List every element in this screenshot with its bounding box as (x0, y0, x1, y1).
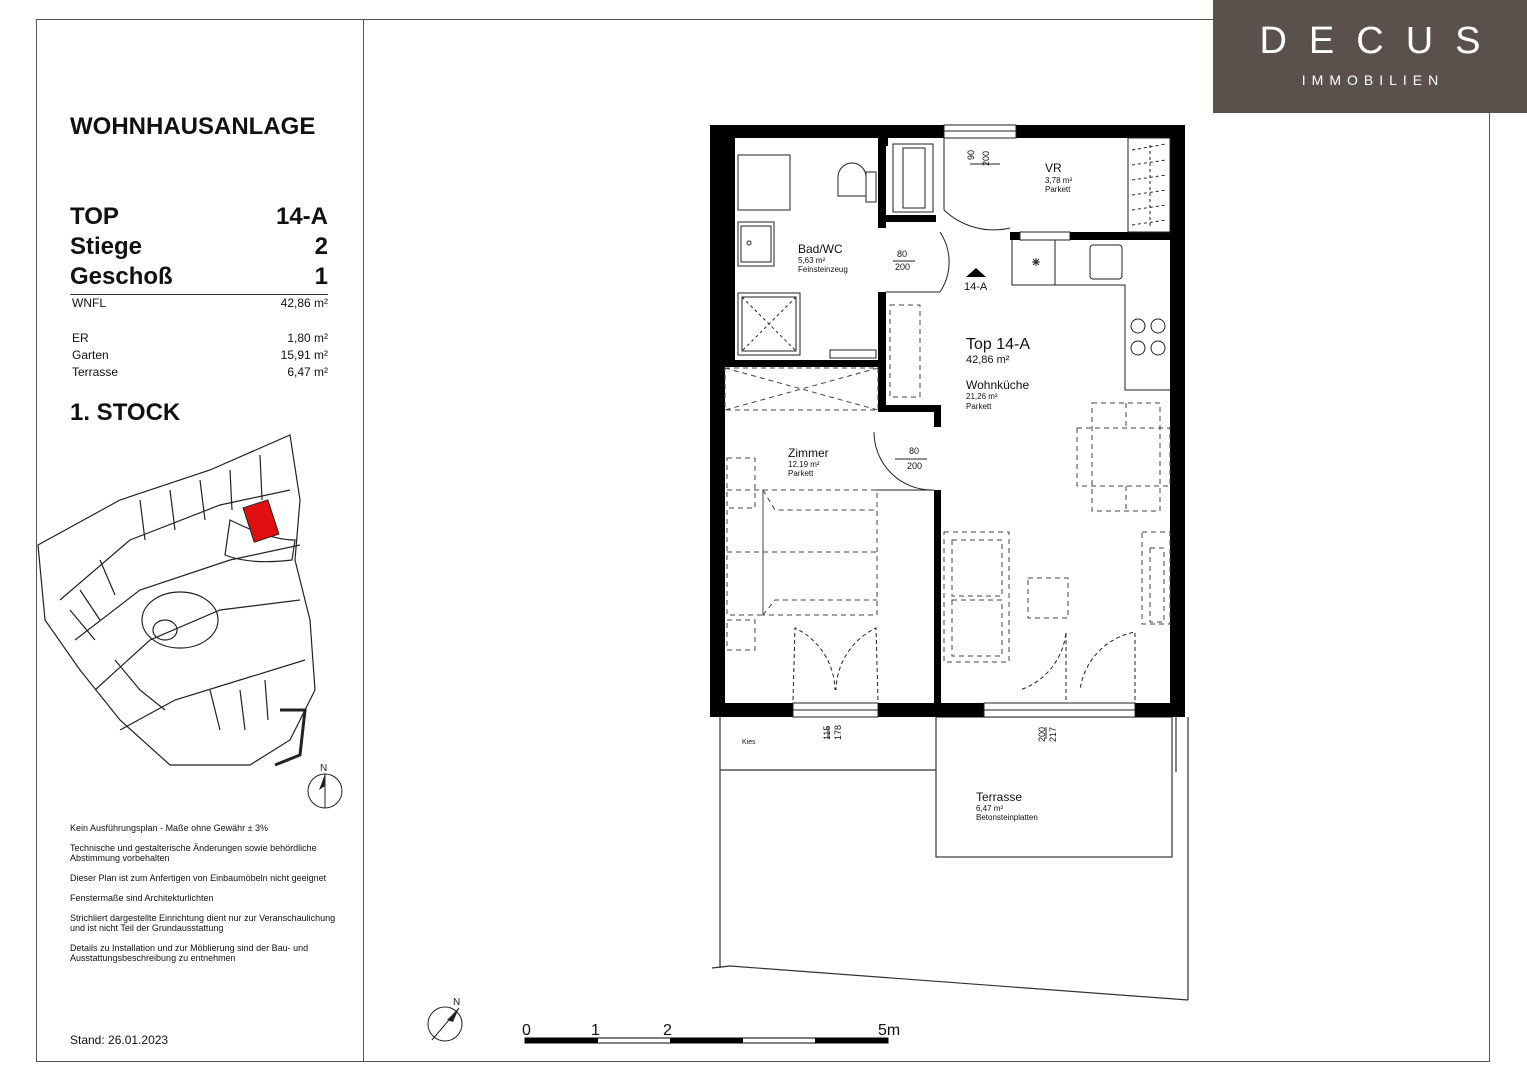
unit-highlight (243, 500, 279, 542)
entry-tag: 14-A (964, 281, 988, 293)
door-zimmer-width: 80 (909, 446, 920, 456)
room-zimmer-area: 12,19 m² (788, 460, 820, 469)
er-label: ER (72, 331, 89, 345)
kies-label: Kies (742, 739, 756, 746)
north-arrow-plan (428, 1007, 462, 1041)
wnfl-label: WNFL (72, 296, 106, 310)
note: Strichliert dargestellte Einrichtung dient nur zur Veranschaulichung und ist nicht Teil der Grundausstattung (70, 913, 336, 933)
room-vr-floor: Parkett (1045, 185, 1071, 194)
north-label-plan: N (453, 997, 461, 1008)
garten-label: Garten (72, 348, 109, 362)
scale-bar (525, 1038, 888, 1043)
scale-tick-1: 1 (591, 1022, 600, 1039)
room-zimmer-floor: Parkett (788, 469, 814, 478)
room-terrasse-name: Terrasse (976, 790, 1023, 804)
kitchen (1012, 240, 1170, 390)
room-bad-floor: Feinsteinzeug (798, 265, 848, 274)
room-terrasse-floor: Betonsteinplatten (976, 813, 1038, 822)
room-bad-name: Bad/WC (798, 242, 843, 256)
north-label-sidebar: N (320, 763, 328, 774)
geschoss-label: Geschoß (70, 263, 173, 290)
stand-date: Stand: 26.01.2023 (70, 1033, 169, 1047)
terrasse-label: Terrasse (72, 365, 119, 379)
wardrobe (1128, 138, 1170, 232)
top-area: 42,86 m² (966, 354, 1010, 366)
window-zimmer-b: 178 (833, 724, 843, 740)
room-wohn-name: Wohnküche (966, 378, 1030, 392)
window-wohn-a: 200 (1037, 726, 1047, 742)
room-wohn-area: 21,26 m² (966, 392, 998, 401)
stiege-label: Stiege (70, 233, 143, 260)
furniture-dashed (725, 305, 1170, 662)
geschoss-value: 1 (314, 263, 328, 290)
room-terrasse-area: 6,47 m² (976, 804, 1004, 813)
window-zimmer-a: 115 (822, 725, 832, 740)
garden-outline (712, 717, 1188, 1000)
er-value: 1,80 m² (287, 331, 328, 345)
scale-tick-0: 0 (522, 1022, 531, 1039)
room-vr-area: 3,78 m² (1045, 176, 1073, 185)
room-wohn-floor: Parkett (966, 402, 992, 411)
scale-tick-2: 2 (663, 1022, 672, 1039)
window-wohn-b: 217 (1048, 726, 1058, 742)
stiege-value: 2 (314, 233, 328, 260)
project-title: WOHNHAUSANLAGE (70, 113, 316, 140)
north-arrow-sidebar (308, 774, 342, 808)
floor-label: 1. STOCK (70, 399, 181, 426)
note: Dieser Plan ist zum Anfertigen von Einbaumöbeln nicht geeignet (70, 873, 327, 883)
room-vr-name: VR (1045, 161, 1062, 175)
note: Details zu Installation und zur Möblierung sind der Bau- und Ausstattungsbeschreibung zu entnehmen (70, 943, 309, 963)
terrasse-value: 6,47 m² (287, 365, 328, 379)
top-label: TOP (70, 203, 119, 230)
walls (710, 125, 1185, 717)
door-bad-height: 200 (895, 262, 911, 272)
door-swings (793, 138, 1135, 700)
brand-name: DECUS (1259, 20, 1503, 62)
door-zimmer-height: 200 (907, 461, 923, 471)
wnfl-value: 42,86 m² (280, 296, 328, 310)
door-bad-width: 80 (897, 249, 908, 259)
entry-marker-icon (966, 268, 986, 277)
door-entry-height: 200 (981, 150, 991, 166)
room-zimmer-name: Zimmer (788, 446, 829, 460)
top-value: 14-A (275, 203, 328, 230)
windows (793, 125, 1135, 717)
brand-sub: IMMOBILIEN (1301, 72, 1445, 88)
scale-tick-5m: 5m (878, 1022, 901, 1039)
garten-value: 15,91 m² (280, 348, 328, 362)
door-entry-width: 90 (966, 149, 976, 160)
site-key-plan (38, 435, 315, 765)
top-name: Top 14-A (966, 336, 1031, 353)
note: Kein Ausführungsplan - Maße ohne Gewähr ± 3% (70, 823, 269, 833)
note: Fenstermaße sind Architekturlichten (70, 893, 214, 903)
note: Technische und gestalterische Änderungen sowie behördliche Abstimmung vorbehalten (70, 843, 317, 863)
room-bad-area: 5,63 m² (798, 256, 826, 265)
